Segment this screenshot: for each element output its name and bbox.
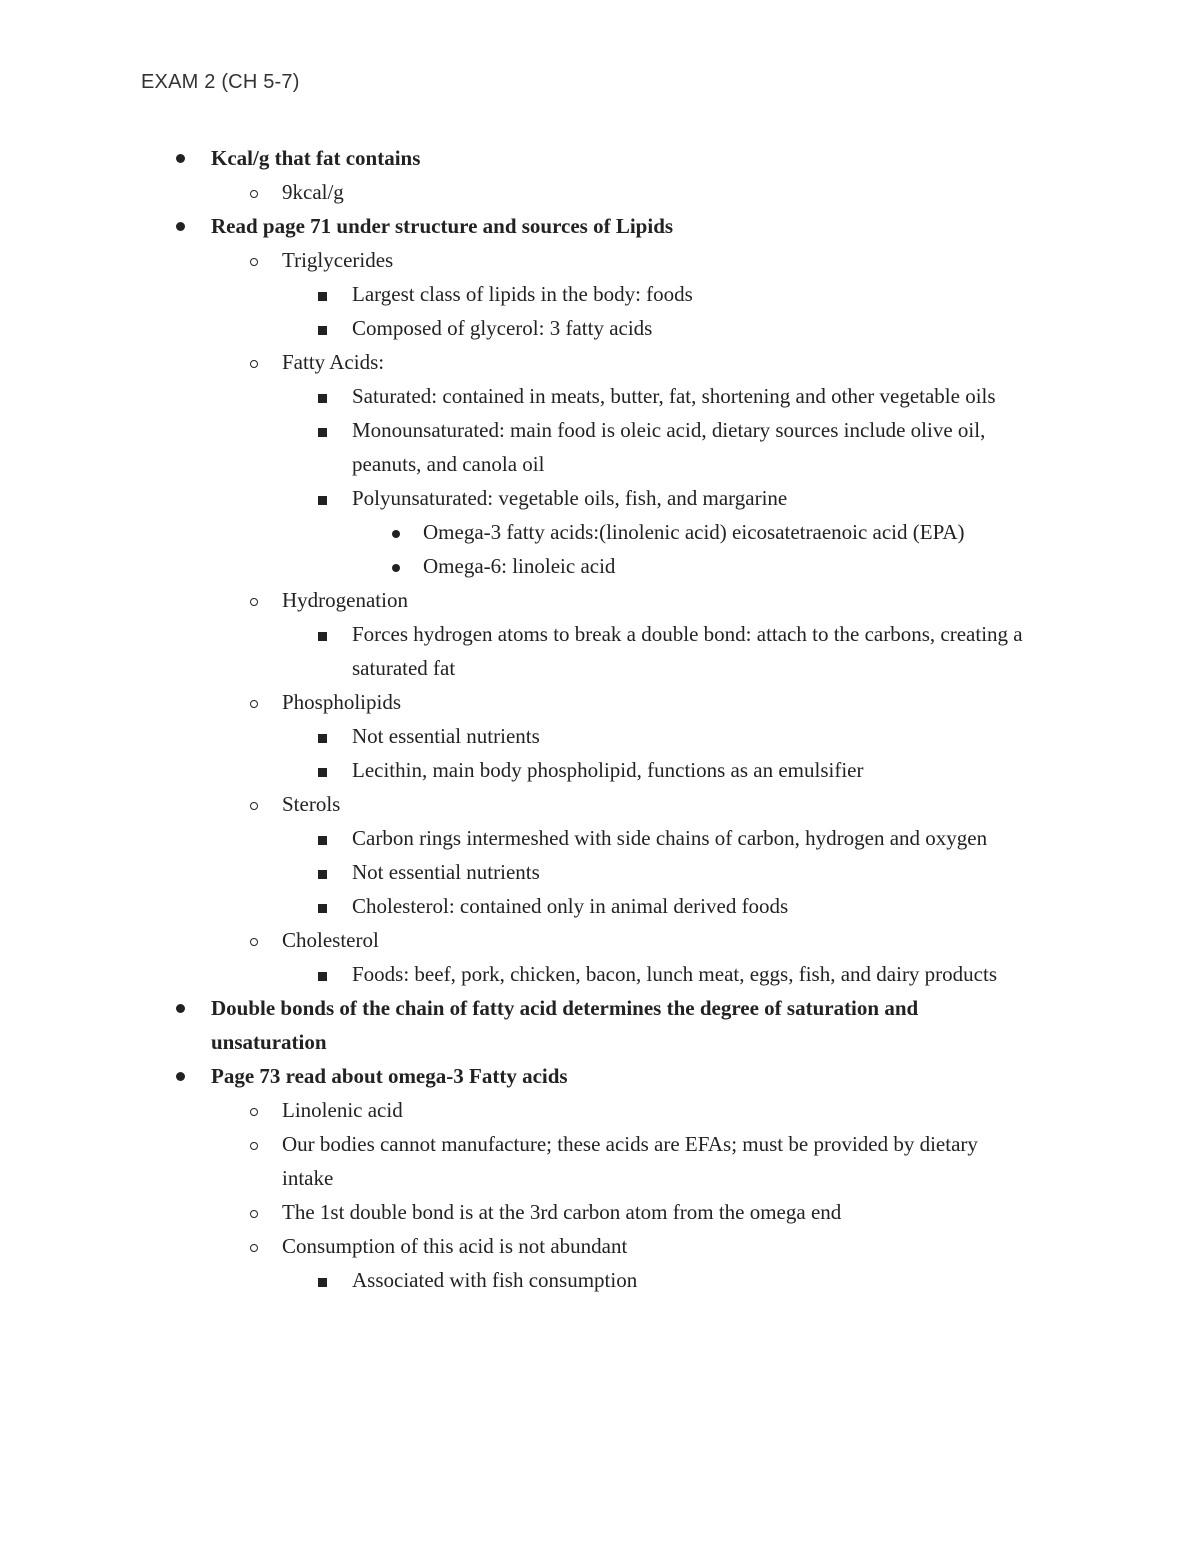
note-item-level-2 <box>282 1127 1012 1195</box>
note-item-level-2 <box>282 345 1012 379</box>
note-text: Foods: beef, pork, chicken, bacon, lunch meat, eggs, fish, and dairy products <box>352 962 998 986</box>
note-text: Consumption of this acid is not abundant <box>282 1234 628 1258</box>
note-item-level-3 <box>352 957 1042 991</box>
note-text: Fatty Acids: <box>282 350 385 374</box>
note-text: Largest class of lipids in the body: foods <box>352 282 693 306</box>
note-text: Page 73 read about omega-3 Fatty acids <box>211 1064 568 1088</box>
note-text: Forces hydrogen atoms to break a double bond: attach to the carbons, creating a saturated fat <box>352 622 1023 680</box>
note-item-level-1 <box>211 991 1011 1059</box>
bullet-circle-icon <box>242 583 266 617</box>
note-text: Triglycerides <box>282 248 394 272</box>
bullet-disc-icon <box>384 549 408 583</box>
bullet-square-icon <box>310 617 334 651</box>
note-item-level-2 <box>282 583 1012 617</box>
note-item-level-3 <box>352 413 1042 481</box>
bullet-disc-icon <box>168 209 192 243</box>
note-text: Sterols <box>282 792 341 816</box>
note-item-level-3 <box>352 719 1042 753</box>
note-text: The 1st double bond is at the 3rd carbon atom from the omega end <box>282 1200 842 1224</box>
note-item-level-3 <box>352 821 1042 855</box>
notes-list <box>0 141 1200 1297</box>
bullet-square-icon <box>310 1263 334 1297</box>
bullet-circle-icon <box>242 923 266 957</box>
note-item-level-2 <box>282 1093 1012 1127</box>
note-text: Not essential nutrients <box>352 860 540 884</box>
bullet-disc-icon <box>168 141 192 175</box>
note-item-level-2 <box>282 1229 1012 1263</box>
note-item-level-3 <box>352 311 1042 345</box>
bullet-square-icon <box>310 889 334 923</box>
bullet-square-icon <box>310 311 334 345</box>
bullet-circle-icon <box>242 175 266 209</box>
note-item-level-3 <box>352 1263 1042 1297</box>
bullet-circle-icon <box>242 345 266 379</box>
bullet-square-icon <box>310 957 334 991</box>
note-text: Composed of glycerol: 3 fatty acids <box>352 316 653 340</box>
note-text: Omega-3 fatty acids:(linolenic acid) eicosatetraenoic acid (EPA) <box>423 520 965 544</box>
bullet-circle-icon <box>242 787 266 821</box>
bullet-circle-icon <box>242 1229 266 1263</box>
note-item-level-3 <box>352 889 1042 923</box>
note-text: Our bodies cannot manufacture; these acids are EFAs; must be provided by dietary intake <box>282 1132 978 1190</box>
note-text: Linolenic acid <box>282 1098 403 1122</box>
note-text: Not essential nutrients <box>352 724 540 748</box>
note-text: Double bonds of the chain of fatty acid determines the degree of saturation and unsaturation <box>211 996 919 1054</box>
bullet-square-icon <box>310 753 334 787</box>
note-item-level-4 <box>423 549 1043 583</box>
bullet-circle-icon <box>242 1195 266 1229</box>
note-item-level-4 <box>423 515 1043 549</box>
bullet-circle-icon <box>242 1093 266 1127</box>
bullet-circle-icon <box>242 685 266 719</box>
note-text: Read page 71 under structure and sources of Lipids <box>211 214 674 238</box>
note-item-level-1 <box>211 1059 1011 1093</box>
bullet-disc-icon <box>168 1059 192 1093</box>
bullet-circle-icon <box>242 1127 266 1161</box>
note-item-level-2 <box>282 685 1012 719</box>
note-text: Carbon rings intermeshed with side chains of carbon, hydrogen and oxygen <box>352 826 988 850</box>
note-text: Monounsaturated: main food is oleic acid, dietary sources include olive oil, peanuts, and canola oil <box>352 418 986 476</box>
note-text: Lecithin, main body phospholipid, functions as an emulsifier <box>352 758 864 782</box>
note-item-level-3 <box>352 855 1042 889</box>
note-item-level-1 <box>211 209 1011 243</box>
note-text: Cholesterol: contained only in animal derived foods <box>352 894 789 918</box>
note-text: Saturated: contained in meats, butter, fat, shortening and other vegetable oils <box>352 384 996 408</box>
bullet-square-icon <box>310 481 334 515</box>
note-text: Associated with fish consumption <box>352 1268 638 1292</box>
bullet-square-icon <box>310 719 334 753</box>
note-item-level-3 <box>352 481 1042 515</box>
bullet-square-icon <box>310 277 334 311</box>
note-item-level-2 <box>282 923 1012 957</box>
bullet-disc-icon <box>384 515 408 549</box>
bullet-disc-icon <box>168 991 192 1025</box>
note-item-level-2 <box>282 175 1012 209</box>
note-item-level-2 <box>282 1195 1012 1229</box>
bullet-square-icon <box>310 413 334 447</box>
bullet-square-icon <box>310 855 334 889</box>
note-item-level-3 <box>352 753 1042 787</box>
bullet-circle-icon <box>242 243 266 277</box>
page-header: EXAM 2 (CH 5-7) <box>141 71 300 93</box>
note-item-level-2 <box>282 787 1012 821</box>
note-text: Kcal/g that fat contains <box>211 146 421 170</box>
note-item-level-1 <box>211 141 1011 175</box>
note-item-level-3 <box>352 379 1042 413</box>
bullet-square-icon <box>310 821 334 855</box>
note-item-level-2 <box>282 243 1012 277</box>
note-text: Hydrogenation <box>282 588 408 612</box>
note-item-level-3 <box>352 617 1042 685</box>
bullet-square-icon <box>310 379 334 413</box>
note-text: Phospholipids <box>282 690 402 714</box>
note-text: Polyunsaturated: vegetable oils, fish, and margarine <box>352 486 788 510</box>
note-text: Omega-6: linoleic acid <box>423 554 616 578</box>
note-text: Cholesterol <box>282 928 379 952</box>
note-item-level-3 <box>352 277 1042 311</box>
note-text: 9kcal/g <box>282 180 344 204</box>
